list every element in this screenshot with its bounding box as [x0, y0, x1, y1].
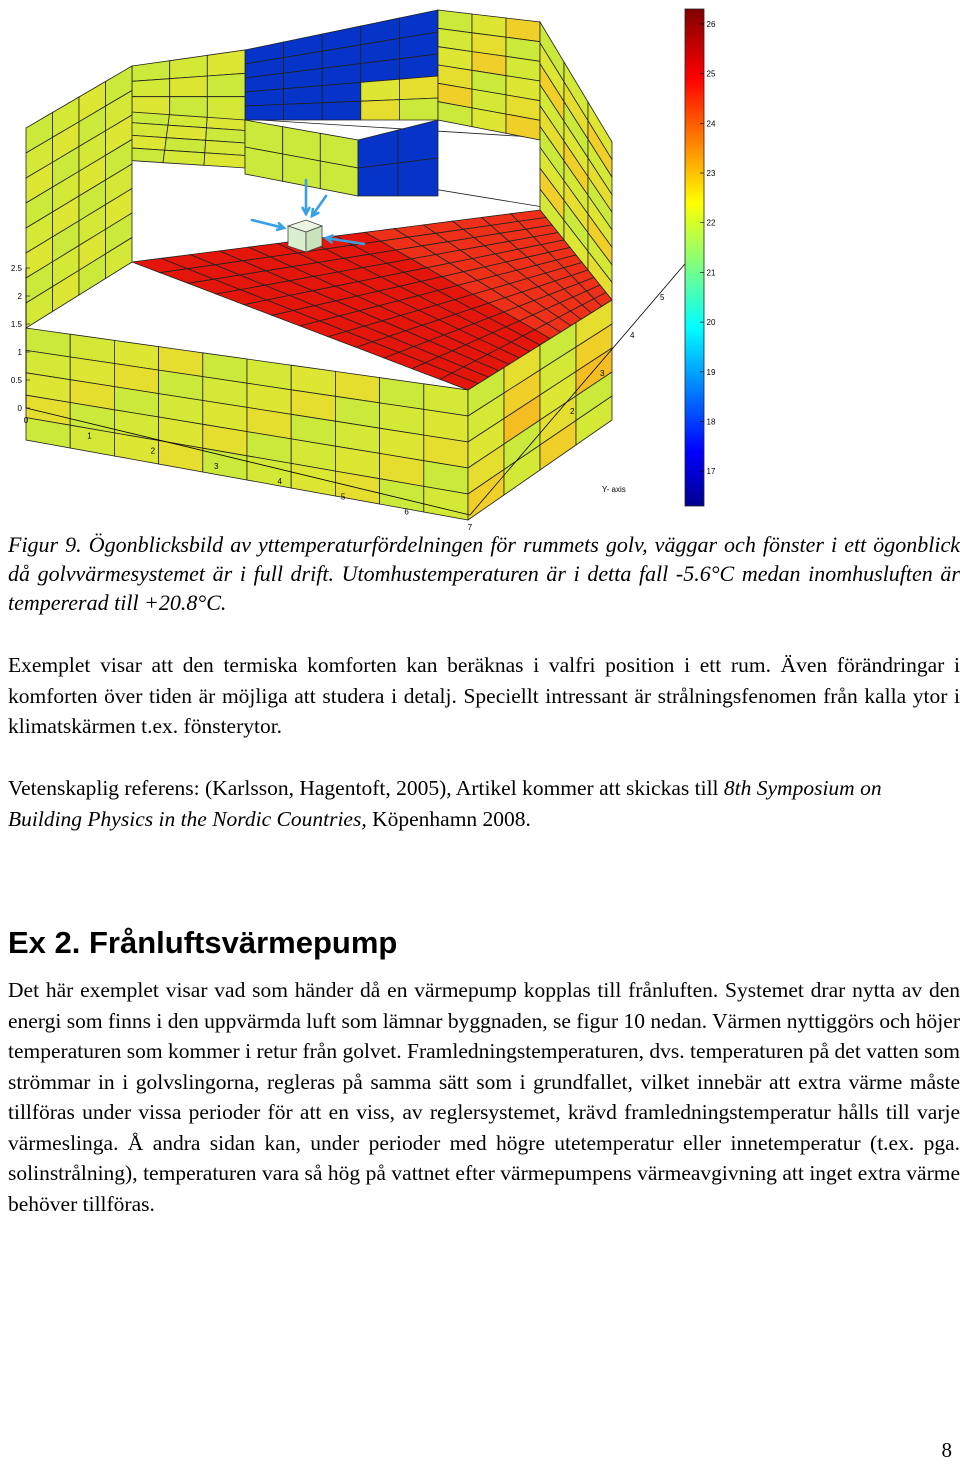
paragraph-reference: [8, 773, 960, 834]
front-axis-tick-label: 5: [340, 492, 346, 502]
vertical-axis-tick-label: 1.5: [10, 320, 22, 329]
cell: [170, 55, 208, 78]
colorbar-tick-label: 18: [706, 417, 716, 427]
colorbar-tick-label: 20: [706, 318, 716, 328]
front-axis-tick-label: 2: [150, 446, 156, 456]
cell: [284, 103, 323, 120]
cell: [163, 150, 205, 165]
colorbar-tick-label: 21: [706, 268, 716, 278]
front-axis-tick-label: 4: [277, 477, 282, 487]
paragraph-exhaust-heat-pump: Det här exemplet visar vad som händer då en värmepump kopplas till frånluften. Systemet drar nytta av den energi som finns i den uppvärmda luft som lämnar byggnaden, se figur 10 nedan. Värmen nyttiggörs och höjer temperaturen som kommer i retur från golvet. Framledningstemperaturen, dvs. temperaturen på det vatten som strömmar in i golvslingorna, regleras på samma sätt som i grundfallet, vilket innebär att extra värme måste tillföras under vissa perioder för att en viss, av reglersystemet, krävd framledningstemperatur hålls till varje värmeslinga. Å andra sidan kan, under perioder med högre utetemperatur eller innetemperatur (t.ex. pga. solinstrålning), temperaturen vara så hög på vattnet efter värmepumpens värmeavgivning att inget extra värme behöver tillföras.: [8, 978, 960, 1216]
colorbar-tick-label: 26: [706, 19, 716, 29]
back-wall-lower-left: [245, 120, 358, 196]
cell: [399, 98, 438, 120]
cell: [398, 158, 438, 196]
vertical-axis-tick-label: 2: [17, 292, 22, 301]
section-heading: Ex 2. Frånluftsvärmepump: [8, 925, 398, 960]
front-axis-tick-label: 7: [467, 523, 473, 530]
colorbar-tick-label: 17: [706, 467, 716, 477]
cell: [207, 73, 245, 96]
cell: [245, 89, 284, 106]
front-axis-tick-label: 3: [214, 461, 219, 471]
person-marker-cube: [288, 220, 322, 252]
paragraph-thermal-comfort: Exemplet visar att den termiska komforten kan beräknas i valfri position i ett rum. Även förändringar i komforten över tiden är möjliga att studera i detalj. Speciellt intressant är strålningsfenomen från kalla ytor i klimatskärmen t.ex. fönsterytor.: [8, 653, 960, 738]
colorbar-tick-label: 19: [706, 367, 716, 377]
reference-symposium: 8th Symposium on Building Physics in the Nordic Countries,: [8, 776, 882, 831]
right-axis-tick-label: 3: [600, 369, 605, 378]
colorbar-tick-label: 25: [706, 69, 716, 79]
vertical-axis-tick-label: 2.5: [10, 264, 22, 273]
cell: [361, 100, 400, 120]
colorbar: [685, 9, 704, 506]
cell: [398, 120, 438, 163]
cell: [399, 76, 438, 100]
colorbar-tick-label: 23: [706, 169, 716, 179]
page-number: 8: [941, 1438, 952, 1462]
window-area: [245, 10, 438, 120]
cell: [170, 76, 208, 97]
front-axis-tick-label: 1: [87, 431, 92, 441]
cell: [207, 50, 245, 76]
right-axis-tick-label: 5: [660, 293, 665, 302]
back-wall-upper-left: [132, 50, 245, 120]
room-model: [23, 10, 612, 520]
colorbar-tick-label: 22: [706, 218, 716, 228]
cell: [358, 130, 398, 168]
right-axis-tick-label: 4: [630, 331, 635, 340]
window-lower: [358, 120, 438, 196]
cell: [322, 82, 361, 102]
cell: [322, 101, 361, 120]
cell: [207, 97, 245, 120]
front-axis-tick-label: 0: [23, 416, 29, 425]
cell: [361, 79, 400, 101]
left-wall: [26, 66, 132, 328]
cell: [204, 153, 245, 168]
cell: [170, 97, 208, 118]
reference-prefix: Vetenskaplig referens: (Karlsson, Hagentoft, 2005), Artikel kommer att skickas till: [8, 776, 724, 800]
cell: [132, 97, 170, 115]
vertical-axis-tick-label: 0: [17, 404, 22, 413]
front-axis-tick-label: 6: [404, 507, 409, 517]
reference-suffix: Köpenhamn 2008.: [366, 806, 531, 831]
cell: [132, 61, 170, 82]
cell: [358, 163, 398, 196]
colorbar-tick-label: 24: [706, 119, 716, 129]
room-temperature-figure: [0, 0, 960, 530]
cell: [399, 54, 438, 79]
cell: [245, 104, 284, 120]
right-axis-tick-label: 2: [570, 407, 575, 416]
cell: [284, 86, 323, 105]
cell: [132, 79, 170, 97]
right-axis-label: Y- axis: [602, 485, 626, 494]
vertical-axis-tick-label: 0.5: [10, 376, 22, 385]
figure-caption: Figur 9. Ögonblicksbild av yttemperaturfördelningen för rummets golv, väggar och fönster i ett ögonblick då golvvärmesystemet är i full drift. Utomhustemperaturen är i detta fall -5.6°C medan inomhusluften är tempererad till +20.8°C.: [8, 532, 960, 615]
vertical-axis-tick-label: 1: [17, 348, 22, 357]
back-wall-upper-right: [438, 10, 540, 140]
